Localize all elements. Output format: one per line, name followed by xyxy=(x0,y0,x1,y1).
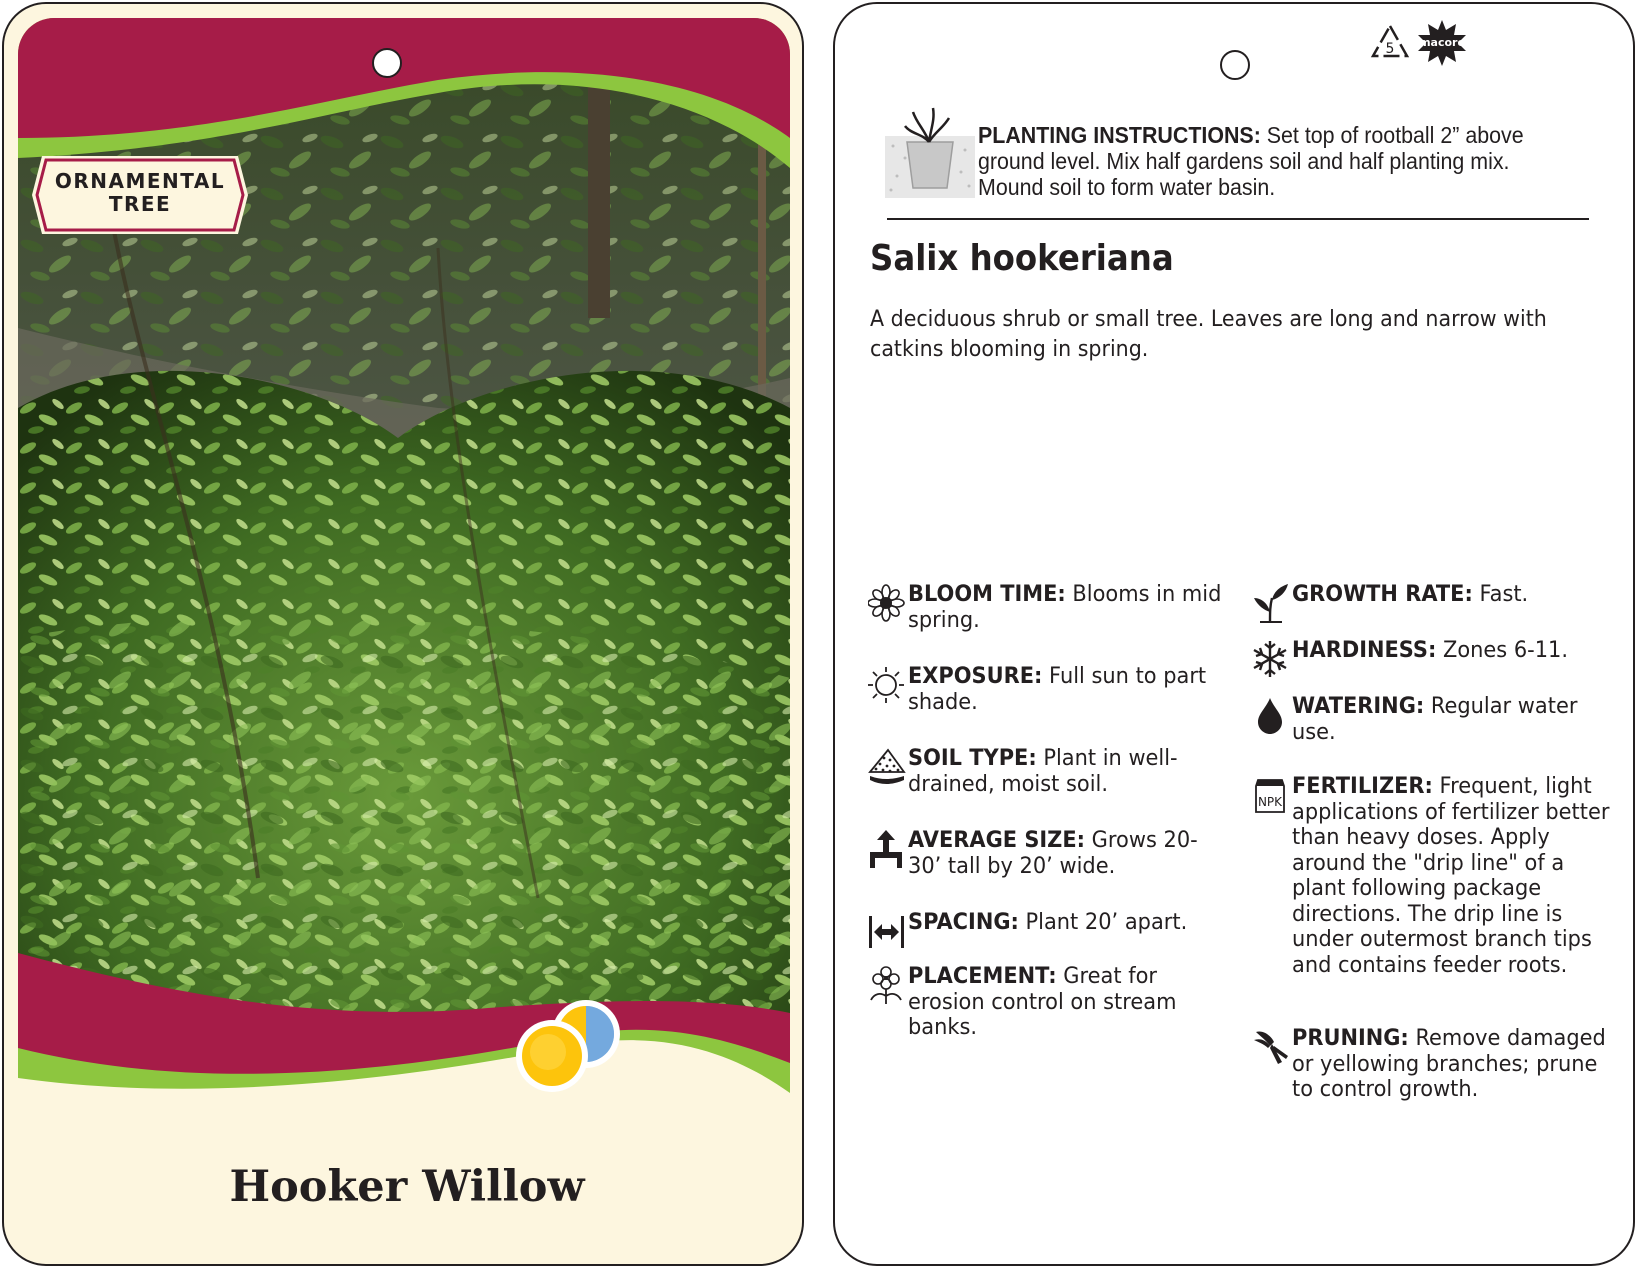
recycle-code: 5 xyxy=(1385,41,1395,57)
macore-logo xyxy=(1415,18,1469,68)
bottom-wave-banner xyxy=(18,953,790,1153)
water-drop-icon xyxy=(1252,694,1292,736)
npk-bag-icon xyxy=(1252,774,1292,816)
category-badge-text: ORNAMENTAL TREE xyxy=(54,169,226,216)
common-name: Hooker Willow xyxy=(229,1162,585,1212)
planting-text: Set top of rootball 2” above ground level. Mix half gardens soil and half planting mix. Mound soil to form water basin. xyxy=(978,122,1524,200)
back-tag: 5 macore PLANTING INSTRUCTIONS: Set top of rootball 2” above ground level. Mix half gardens soil and half planting mix. Mound soil to form water basin. Salix hookeriana A deciduous shrub or small tree. Leaves are long and narrow with catkins blooming in spring. BLOOM TIME: Blooms in mid spring. EXPOSURE: Full sun to part shade. SOIL TYPE: Plant in well-drained, moist soil. AVERAGE SIZE: Grows 20-30’ tall by 20’ wide. SPACING: Plant 20’ apart. PLACEMENT: Great for erosion control on stream banks. GROWTH RATE: Fast. HARDINESS: Zones 6-11. WATERING: Regular water use. NPK FERTILIZER: Frequent, light applications of fertilizer better than heavy doses. Apply around the "drip line" of a plant following package directions. The drip line is under outermost branch tips and contains feeder roots. PRUNING: Remove damaged or yellowing branches; prune to control growth. xyxy=(833,2,1635,1266)
botanical-name: Salix hookeriana xyxy=(870,238,1174,279)
top-wave-banner xyxy=(18,18,790,168)
recycle-icon xyxy=(1367,22,1413,64)
sprout-icon xyxy=(1252,582,1292,624)
plant-cluster-icon xyxy=(868,964,908,1006)
front-tag xyxy=(2,2,804,1266)
soil-icon xyxy=(868,746,908,788)
snowflake-icon xyxy=(1252,638,1292,680)
npk-text: NPK xyxy=(1257,795,1283,809)
planting-pot-icon xyxy=(885,106,975,198)
full-sun-icon xyxy=(516,1020,588,1092)
plant-description: A deciduous shrub or small tree. Leaves are long and narrow with catkins blooming in spring. xyxy=(870,306,1547,362)
exposure-icons xyxy=(516,998,656,1098)
spacing-arrow-icon xyxy=(868,910,908,952)
hang-hole xyxy=(1220,50,1250,80)
pruner-icon xyxy=(1252,1026,1292,1068)
brand-text: macore xyxy=(1419,36,1465,49)
flower-icon xyxy=(868,582,908,624)
planting-label: PLANTING INSTRUCTIONS: xyxy=(978,122,1261,148)
height-arrow-icon xyxy=(868,828,908,870)
hang-hole xyxy=(372,48,402,78)
planting-instructions xyxy=(978,122,1545,200)
section-divider xyxy=(887,218,1589,220)
sun-outline-icon xyxy=(868,664,908,706)
